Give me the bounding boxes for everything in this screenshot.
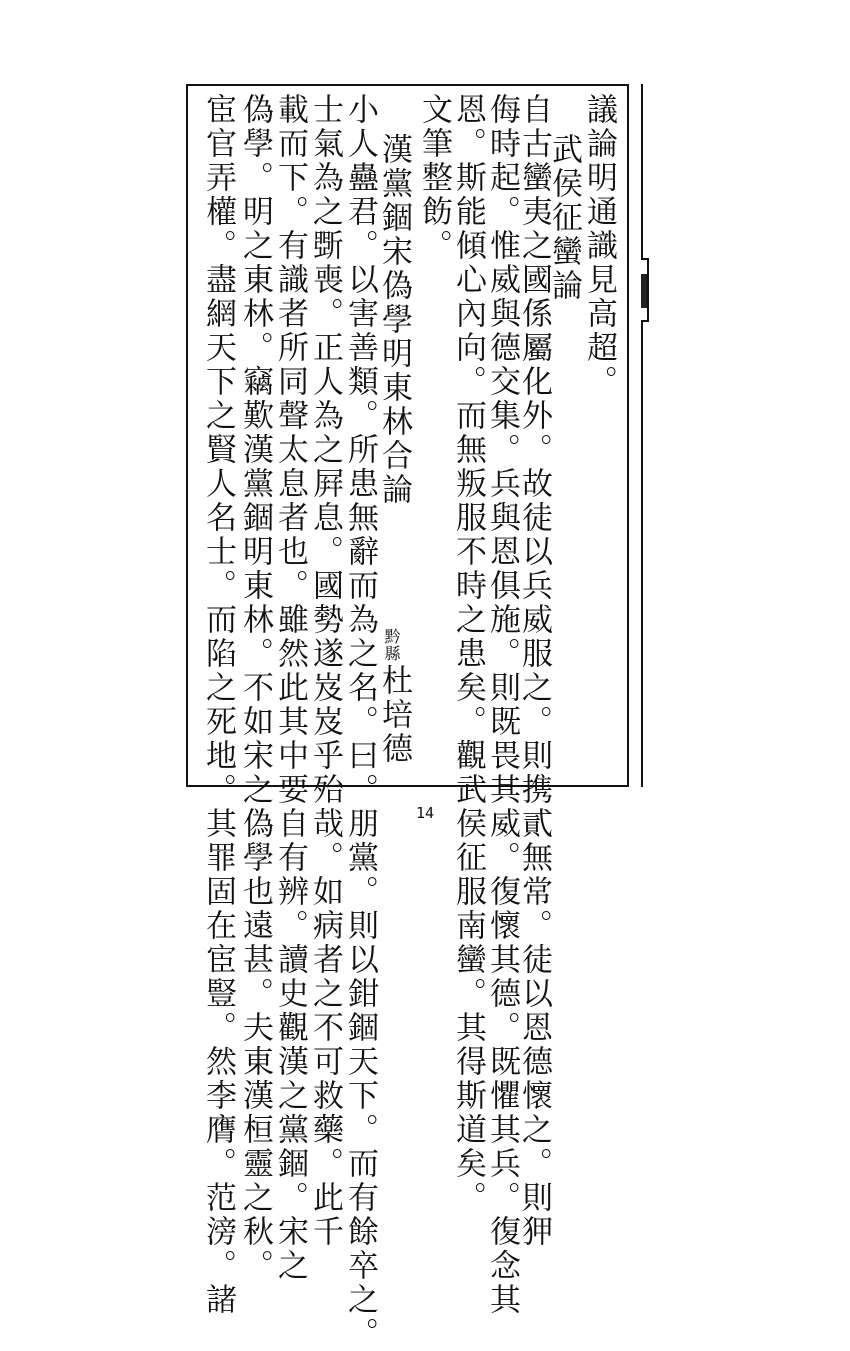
text-column-3: 侮時起。惟威與德交集。兵與恩俱施。則既畏其威。復懷其德。既懼其兵。復念其 bbox=[484, 93, 520, 1317]
author-note: 黔縣 bbox=[382, 628, 401, 662]
text-column-5: 文筆整飭。 bbox=[416, 93, 452, 263]
page-number: 14 bbox=[415, 804, 435, 822]
text-column-1: 議論明通識見高超。 bbox=[581, 93, 617, 399]
text-column-8: 載而下。有識者所同聲太息者也。雖然此其中要自有辨。讀史觀漢之黨錮。宋之 bbox=[272, 93, 308, 1283]
text-column-6: 小人蠱君。以害善類。所患無辭而為之名。曰。朋黨。則以鉗錮天下。而有餘卒之。 bbox=[342, 93, 378, 1351]
text-column-2: 自古蠻夷之國係屬化外。故徒以兵威服之。則携貳無常。徒以恩德懷之。則狎 bbox=[516, 93, 552, 1249]
author-name: 杜培德 bbox=[376, 664, 412, 766]
text-column-9: 偽學。明之東林。竊歎漢黨錮明東林。不如宋之偽學也遠甚。夫東漢桓靈之秋。 bbox=[237, 93, 273, 1283]
frame-side-rule bbox=[641, 84, 643, 787]
page-edge-tab bbox=[641, 258, 649, 322]
text-column-7: 士氣為之斲喪。正人為之屛息。國勢遂岌岌乎殆哉。如病者之不可救藥。此千 bbox=[307, 93, 343, 1249]
text-column-10: 宦官弄權。盡網天下之賢人名士。而陷之死地。其罪固在宦豎。然李膺。范滂。諸 bbox=[200, 93, 236, 1317]
essay-title-2: 漢黨錮宋偽學明東林合論 bbox=[376, 133, 412, 507]
essay-title-1: 武侯征蠻論 bbox=[546, 133, 582, 303]
text-column-4: 恩。斯能傾心內向。而無叛服不時之患矣。觀武侯征服南蠻。其得斯道矣。 bbox=[450, 93, 486, 1215]
